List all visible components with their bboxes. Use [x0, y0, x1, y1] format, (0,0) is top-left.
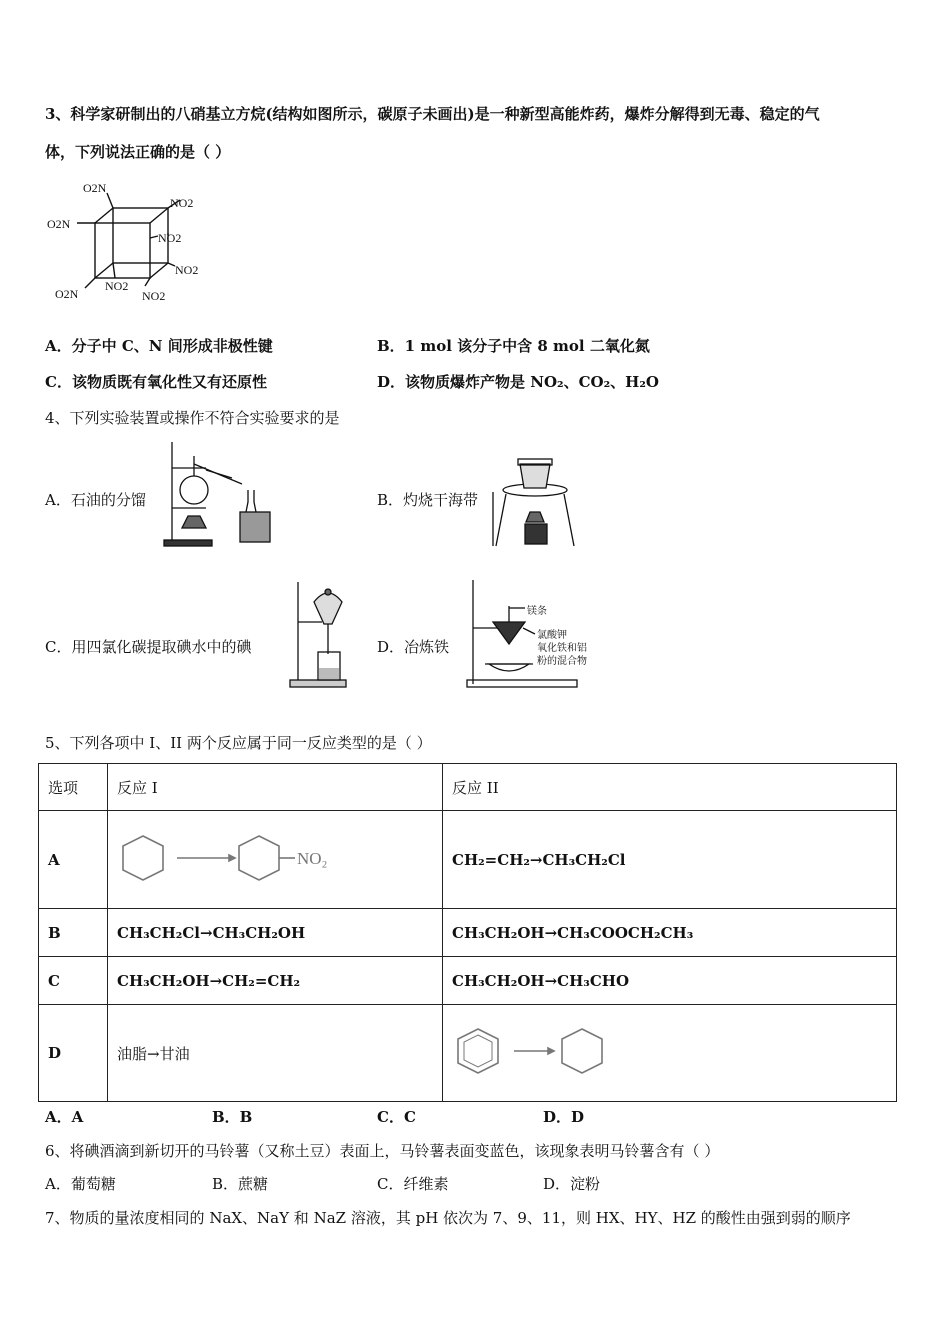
- q3-option-c[interactable]: C．该物质既有氧化性又有还原性: [45, 373, 267, 391]
- q5-stem: 5、下列各项中 I、II 两个反应属于同一反应类型的是（ ）: [45, 734, 432, 752]
- table-row: [39, 1005, 897, 1102]
- extraction-apparatus-figure: [288, 580, 350, 690]
- row-option: B: [39, 909, 108, 957]
- substituent-label: NO2: [142, 289, 166, 303]
- q4-option-c[interactable]: C．用四氯化碳提取碘水中的碘: [45, 638, 252, 656]
- benzene-hydrogenation-figure: [452, 1021, 622, 1081]
- substituent-label: NO₂: [297, 848, 328, 868]
- substituent-label: NO2: [170, 196, 194, 210]
- distillation-apparatus-figure: [162, 440, 277, 548]
- q6-option-c[interactable]: C．纤维素: [377, 1175, 449, 1193]
- octanitrocubane-figure: [45, 178, 215, 313]
- figure-label: 氯酸钾: [537, 630, 567, 641]
- q6-option-b[interactable]: B．蔗糖: [212, 1175, 269, 1193]
- q5-answer-a[interactable]: A．A: [45, 1108, 84, 1126]
- thermite-apparatus-figure: [465, 578, 590, 690]
- row-option: C: [39, 957, 108, 1005]
- header-option: 选项: [39, 764, 108, 811]
- q5-answer-c[interactable]: C．C: [377, 1108, 416, 1126]
- q3-option-d[interactable]: D．该物质爆炸产物是 NO₂、CO₂、H₂O: [377, 373, 659, 391]
- q5-answer-b[interactable]: B．B: [212, 1108, 253, 1126]
- q6-stem: 6、将碘酒滴到新切开的马铃薯（又称土豆）表面上，马铃薯表面变蓝色，该现象表明马铃薯含有（ ）: [45, 1142, 720, 1160]
- substituent-label: O2N: [55, 287, 79, 301]
- table-row: [39, 811, 897, 909]
- q6-option-a[interactable]: A．葡萄糖: [45, 1175, 116, 1193]
- q4-stem: 4、下列实验装置或操作不符合实验要求的是: [45, 409, 340, 427]
- substituent-label: NO2: [158, 231, 182, 245]
- figure-label: 粉的混合物: [537, 656, 587, 667]
- q3-option-b[interactable]: B．1 mol 该分子中含 8 mol 二氧化氮: [377, 337, 650, 355]
- q5-answer-d[interactable]: D．D: [543, 1108, 585, 1126]
- row-option: D: [39, 1005, 108, 1102]
- table-header-row: [39, 764, 897, 811]
- q3-option-a[interactable]: A．分子中 C、N 间形成非极性键: [45, 337, 273, 355]
- row-c-reaction-2: CH₃CH₂OH→CH₃CHO: [443, 957, 897, 1005]
- substituent-label: NO2: [175, 263, 199, 277]
- reaction-table: [38, 763, 897, 1102]
- q4-option-a[interactable]: A．石油的分馏: [45, 491, 146, 509]
- row-c-reaction-1: CH₃CH₂OH→CH₂=CH₂: [108, 957, 443, 1005]
- substituent-label: O2N: [47, 217, 71, 231]
- q3-stem-line1: 3、科学家研制出的八硝基立方烷(结构如图所示，碳原子未画出)是一种新型高能炸药，爆炸分解得到无毒、稳定的气: [45, 105, 820, 123]
- row-b-reaction-2: CH₃CH₂OH→CH₃COOCH₂CH₃: [443, 909, 897, 957]
- row-option: A: [39, 811, 108, 909]
- q4-option-b[interactable]: B．灼烧干海带: [377, 491, 479, 509]
- row-b-reaction-1: CH₃CH₂Cl→CH₃CH₂OH: [108, 909, 443, 957]
- q6-option-d[interactable]: D．淀粉: [543, 1175, 601, 1193]
- row-a-reaction-1: [108, 811, 443, 909]
- header-reaction-2: 反应 II: [443, 764, 897, 811]
- row-a-reaction-2: CH₂=CH₂→CH₃CH₂Cl: [443, 811, 897, 909]
- figure-label: 镁条: [527, 606, 547, 617]
- row-d-reaction-2: [443, 1005, 897, 1102]
- q4-option-d[interactable]: D．冶炼铁: [377, 638, 450, 656]
- q7-stem: 7、物质的量浓度相同的 NaX、NaY 和 NaZ 溶液，其 pH 依次为 7、9、11，则 HX、HY、HZ 的酸性由强到弱的顺序: [45, 1209, 851, 1227]
- header-reaction-1: 反应 I: [108, 764, 443, 811]
- figure-label: 氧化铁和铝: [537, 643, 587, 654]
- row-d-reaction-1: 油脂→甘油: [108, 1005, 443, 1102]
- benzene-nitration-figure: [117, 828, 357, 888]
- crucible-burning-figure: [490, 452, 580, 548]
- table-row: [39, 957, 897, 1005]
- table-row: [39, 909, 897, 957]
- substituent-label: O2N: [83, 181, 107, 195]
- q3-stem-line2: 体，下列说法正确的是（ ）: [45, 143, 231, 161]
- substituent-label: NO2: [105, 279, 129, 293]
